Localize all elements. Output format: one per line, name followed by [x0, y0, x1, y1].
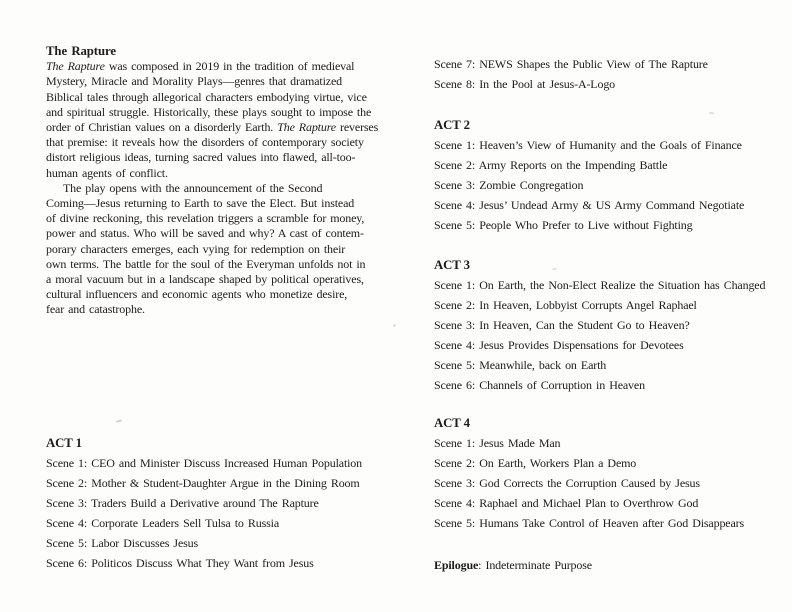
scan-speck [393, 324, 396, 327]
paragraph-line: power and status. Who will be saved and why? A cast of contem- [46, 226, 364, 241]
act-3-section [434, 255, 790, 395]
scene-item: Scene 3: In Heaven, Can the Student Go to Heaven? [434, 318, 690, 332]
act-2-scene-list [434, 135, 790, 235]
scene-item: Scene 1: Heaven’s View of Humanity and the Goals of Finance [434, 138, 742, 152]
scene-item: Scene 6: Politicos Discuss What They Want from Jesus [46, 556, 314, 570]
intro-paragraph-1 [46, 59, 398, 181]
act-4-heading: ACT 4 [434, 416, 470, 430]
act-1-continued-scene-list [434, 54, 790, 94]
scene-item: Scene 4: Corporate Leaders Sell Tulsa to Russia [46, 516, 280, 530]
scene-item: Scene 5: Humans Take Control of Heaven after God Disappears [434, 516, 745, 530]
scene-item: Scene 1: On Earth, the Non-Elect Realize the Situation has Changed [434, 278, 766, 292]
scan-speck [116, 419, 122, 422]
act-4-section [434, 413, 790, 533]
scene-item: Scene 2: On Earth, Workers Plan a Demo [434, 456, 637, 470]
scene-item: Scene 8: In the Pool at Jesus-A-Logo [434, 77, 616, 91]
paragraph-line: of divine reckoning, this revelation triggers a scramble for money, [46, 211, 365, 226]
intro-paragraph-2 [46, 181, 398, 318]
scene-item: Scene 2: Army Reports on the Impending Battle [434, 158, 668, 172]
scene-item: Scene 5: People Who Prefer to Live without Fighting [434, 218, 693, 232]
paragraph-line: fear and catastrophe. [46, 302, 145, 317]
paragraph-line: and spiritual struggle. Historically, these plays sought to impose the [46, 104, 372, 119]
epilogue-line [434, 555, 790, 575]
paragraph-line: a moral vacuum but in a landscape shaped by political operatives, [46, 272, 364, 287]
scene-item: Scene 2: Mother & Student-Daughter Argue in the Dining Room [46, 476, 360, 490]
paragraph-line: own terms. The battle for the soul of the Everyman unfolds not in [46, 256, 366, 271]
play-title: The Rapture [46, 44, 116, 58]
paragraph-line: Coming—Jesus returning to Earth to save the Elect. But instead [46, 196, 355, 211]
paragraph-line: The Rapture was composed in 2019 in the tradition of medieval [46, 59, 355, 74]
scene-item: Scene 3: God Corrects the Corruption Caused by Jesus [434, 476, 700, 490]
paragraph-line: porary characters emerges, each vying for redemption on their [46, 241, 346, 256]
paragraph-line: The play opens with the announcement of the Second [63, 180, 323, 195]
act-3-scene-list [434, 275, 790, 395]
scene-item: Scene 4: Jesus’ Undead Army & US Army Command Negotiate [434, 198, 745, 212]
scene-item: Scene 1: Jesus Made Man [434, 436, 561, 450]
epilogue-text: : Indeterminate Purpose [478, 558, 592, 572]
scene-item: Scene 2: In Heaven, Lobbyist Corrupts Angel Raphael [434, 298, 697, 312]
act-3-heading: ACT 3 [434, 258, 470, 272]
act-4-scene-list [434, 433, 790, 533]
right-column [434, 54, 790, 575]
paragraph-line: cultural influencers and economic agents who monetize desire, [46, 287, 348, 302]
scene-item: Scene 1: CEO and Minister Discuss Increased Human Population [46, 456, 363, 470]
scene-item: Scene 4: Jesus Provides Dispensations for Devotees [434, 338, 684, 352]
paragraph-line: Biblical tales through allegorical characters embodying virtue, vice [46, 89, 367, 104]
intro-section [46, 44, 398, 318]
epilogue-label: Epilogue [434, 558, 479, 572]
paragraph-line: human agents of conflict. [46, 165, 168, 180]
scene-item: Scene 6: Channels of Corruption in Heaven [434, 378, 645, 392]
act-1-section [46, 433, 398, 573]
scene-item: Scene 3: Zombie Congregation [434, 178, 584, 192]
scene-item: Scene 5: Labor Discusses Jesus [46, 536, 199, 550]
scene-item: Scene 3: Traders Build a Derivative around The Rapture [46, 496, 319, 510]
act-1-scene-list [46, 453, 398, 573]
scene-item: Scene 7: NEWS Shapes the Public View of The Rapture [434, 57, 708, 71]
paragraph-line: Mystery, Miracle and Morality Plays—genres that dramatized [46, 74, 342, 89]
act-2-heading: ACT 2 [434, 118, 470, 132]
act-1-heading: ACT 1 [46, 436, 82, 450]
act-2-section [434, 115, 790, 235]
paragraph-line: distort religious ideas, turning sacred values into flawed, all-too- [46, 150, 356, 165]
scene-item: Scene 4: Raphael and Michael Plan to Overthrow God [434, 496, 699, 510]
scene-item: Scene 5: Meanwhile, back on Earth [434, 358, 607, 372]
paragraph-line: that premise: it reveals how the disorders of contemporary society [46, 135, 364, 150]
paragraph-line: order of Christian values on a disorderly Earth. The Rapture reverses [46, 120, 379, 135]
